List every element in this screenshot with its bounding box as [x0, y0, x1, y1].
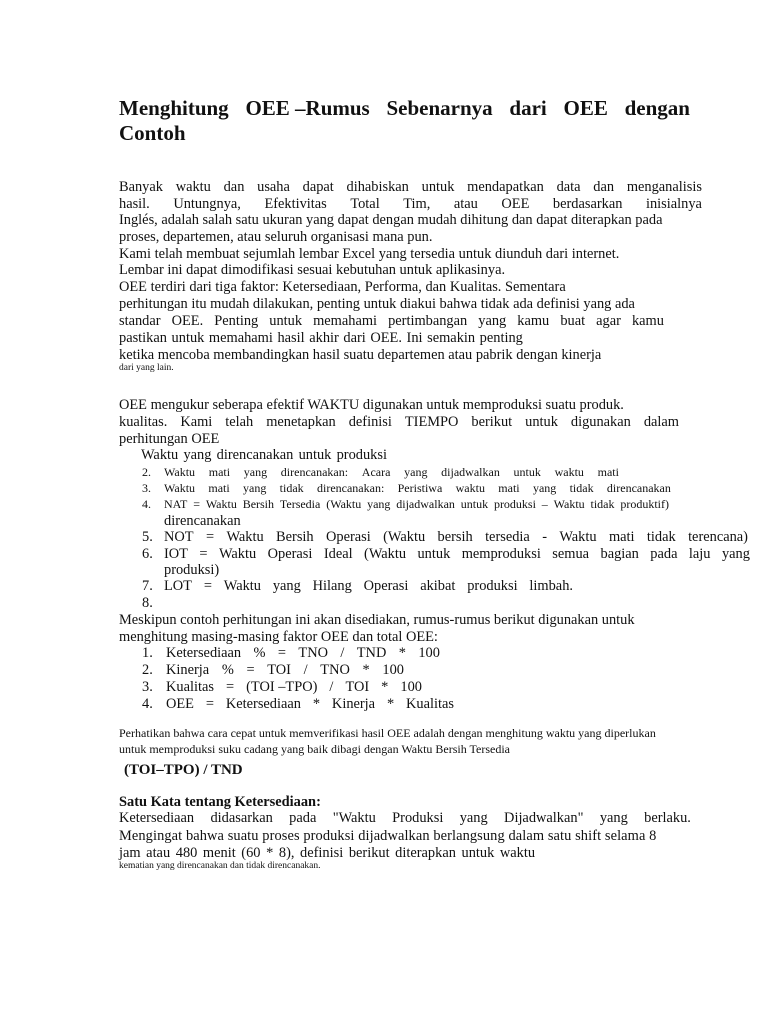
- intro-line-word: waktu: [175, 179, 211, 195]
- measure-line-word: untuk: [525, 414, 558, 430]
- formula: [166, 696, 454, 712]
- formula-word: %: [253, 645, 266, 661]
- intro-line-word: OEE.: [171, 313, 204, 329]
- definition-item-word: (Waktu: [383, 529, 426, 545]
- definition-item-word: Ideal: [323, 546, 353, 562]
- formula-word: Kinerja: [166, 662, 210, 678]
- availability-word: "Waktu: [332, 810, 376, 826]
- formula-word: Kualitas: [406, 696, 454, 712]
- measure-line-word: berikut: [471, 414, 513, 430]
- title-line-1: [119, 96, 690, 121]
- definition-continuation: produksi): [164, 562, 220, 578]
- intro-line: Kami telah membuat sejumlah lembar Excel yang tersedia untuk diunduh dari internet.: [119, 246, 620, 262]
- intro-line: Lembar ini dapat dimodifikasi sesuai kebutuhan untuk aplikasinya.: [119, 262, 506, 278]
- formula-word: (TOI –TPO): [246, 679, 318, 695]
- intro-line-word: dan: [593, 179, 615, 195]
- title-line-2: Contoh: [119, 121, 186, 145]
- definition-number: 7.: [142, 578, 153, 594]
- intro-line: proses, departemen, atau seluruh organisasi mana pun.: [119, 229, 433, 245]
- definition-item-word: direncanakan:: [280, 465, 349, 479]
- definition-item-word: -: [542, 529, 547, 545]
- intro-line-word: Efektivitas: [264, 196, 327, 212]
- formula-word: =: [205, 696, 214, 712]
- definition-continuation: direncanakan: [164, 513, 241, 529]
- definition-item-word: untuk: [513, 465, 541, 479]
- definition-item-word: tidak: [590, 497, 615, 511]
- definition-first-word: produksi: [336, 447, 387, 463]
- definition-number: 4.: [142, 497, 151, 511]
- definition-item-word: yang: [272, 578, 301, 594]
- availability-line-1: [119, 810, 691, 826]
- formula-word: TNO: [298, 645, 328, 661]
- intro-line-word: berdasarkan: [552, 196, 623, 212]
- definition-item-word: =: [193, 497, 200, 511]
- formula: [166, 645, 440, 661]
- intro-line-word: inisialnya: [645, 196, 702, 212]
- definition-item-word: direncanakan: [606, 481, 671, 495]
- formula-word: OEE: [166, 696, 194, 712]
- note-line: untuk memproduksi suku cadang yang baik dibagi dengan Waktu Bersih Tersedia: [119, 742, 511, 756]
- definition-item-word: terencana): [688, 529, 748, 545]
- definition-item-word: (Waktu: [364, 546, 407, 562]
- title-word: Menghitung: [119, 96, 229, 120]
- definition-item-word: mati: [498, 481, 520, 495]
- definition-item-word: –: [541, 497, 548, 511]
- definition-item-word: Hilang: [312, 578, 352, 594]
- formula-word: /: [303, 662, 308, 678]
- measure-line: [119, 414, 679, 430]
- measure-line-word: TIEMPO: [404, 414, 459, 430]
- formula-word: TND: [356, 645, 387, 661]
- intro-line-word: memahami: [313, 313, 378, 329]
- definition-item-word: yang: [721, 546, 750, 562]
- intro-line-word: standar: [119, 313, 161, 329]
- intro-line-word: untuk: [421, 179, 455, 195]
- measure-line-word: Kami: [180, 414, 213, 430]
- intro-line-word: dihabiskan: [346, 179, 409, 195]
- definition-item-word: untuk: [460, 497, 489, 511]
- definition-item-word: Peristiwa: [397, 481, 443, 495]
- definition-item-word: Bersih: [276, 529, 314, 545]
- intro-line: pastikan untuk memahami hasil akhir dari OEE. Ini semakin penting: [119, 330, 523, 346]
- formula-word: TOI: [267, 662, 291, 678]
- formula-word: =: [246, 662, 255, 678]
- formula-word: /: [340, 645, 345, 661]
- definition-item-word: tidak: [569, 481, 594, 495]
- intro-line-word: pertimbangan: [388, 313, 468, 329]
- measure-line-word: kualitas.: [119, 414, 168, 430]
- intro-line-word: Untungnya,: [173, 196, 241, 212]
- definition-first-word: direncanakan: [216, 447, 294, 463]
- definition-item-word: yang: [404, 465, 428, 479]
- title-word: OEE –Rumus: [245, 96, 370, 120]
- intro-line-word: OEE: [501, 196, 530, 212]
- title-word: dengan: [624, 96, 690, 120]
- definition-item-word: Waktu: [226, 529, 264, 545]
- formula-word: *: [398, 645, 406, 661]
- intro-line-word: kamu: [631, 313, 664, 329]
- definition-item-word: tersedia: [485, 529, 530, 545]
- definition-number: 8.: [142, 595, 153, 611]
- formulas-intro-line: menghitung masing-masing faktor OEE dan total OEE:: [119, 629, 438, 645]
- definition-item-word: waktu: [554, 465, 584, 479]
- availability-word: Produksi: [392, 810, 444, 826]
- formula-word: *: [386, 696, 395, 712]
- measure-line: OEE mengukur seberapa efektif WAKTU digunakan untuk memproduksi suatu produk.: [119, 397, 624, 413]
- definition-first: [141, 447, 387, 463]
- definition-item-word: NOT: [164, 529, 194, 545]
- definition-item-word: Operasi: [363, 578, 409, 594]
- intro-line-word: Banyak: [119, 179, 163, 195]
- measure-line-word: definisi: [348, 414, 392, 430]
- formula-word: /: [329, 679, 334, 695]
- measure-line-word: digunakan: [570, 414, 631, 430]
- formula-word: Kinerja: [331, 696, 376, 712]
- formula-word: Kualitas: [166, 679, 214, 695]
- formula-word: Ketersediaan: [166, 645, 242, 661]
- intro-line-word: Tim,: [403, 196, 431, 212]
- measure-line: perhitungan OEE: [119, 431, 220, 447]
- definition-item-word: yang: [367, 497, 391, 511]
- formula-word: Ketersediaan: [225, 696, 301, 712]
- formula-word: 100: [400, 679, 422, 695]
- note-formula: (TOI–TPO) / TND: [124, 762, 243, 778]
- formula-word: 100: [418, 645, 440, 661]
- definition-item-word: bagian: [600, 546, 639, 562]
- definition-item-word: laju: [688, 546, 711, 562]
- intro-line-word: hasil.: [119, 196, 150, 212]
- formula-word: TOI: [345, 679, 370, 695]
- definition-item-word: direncanakan:: [317, 481, 385, 495]
- definition-item-word: Waktu: [218, 546, 257, 562]
- definition-item: [164, 465, 619, 480]
- definition-item-word: tidak: [646, 529, 676, 545]
- note-line: Perhatikan bahwa cara cepat untuk memverifikasi hasil OEE adalah dengan menghitung waktu yang diperlukan: [119, 726, 656, 740]
- intro-line: OEE terdiri dari tiga faktor: Ketersediaan, Performa, dan Kualitas. Sementara: [119, 279, 566, 295]
- formula-word: *: [312, 696, 321, 712]
- intro-line-word: atau: [453, 196, 478, 212]
- definition-item-word: mati: [597, 465, 619, 479]
- formula-word: TNO: [320, 662, 350, 678]
- formula-word: 100: [382, 662, 404, 678]
- formulas-intro-line: Meskipun contoh perhitungan ini akan disediakan, rumus-rumus berikut digunakan untuk: [119, 612, 635, 628]
- definition-item-word: Bersih: [242, 497, 275, 511]
- definition-item-word: dijadwalkan: [396, 497, 455, 511]
- definition-first-word: yang: [183, 447, 212, 463]
- definition-first-word: Waktu: [141, 447, 179, 463]
- definition-item-word: dijadwalkan: [441, 465, 500, 479]
- title-word: OEE: [563, 96, 608, 120]
- formula-number: 3.: [142, 679, 153, 695]
- intro-line: [119, 196, 702, 212]
- formula: [166, 679, 422, 695]
- availability-heading: Satu Kata tentang Ketersediaan:: [119, 794, 321, 810]
- intro-line-word: data: [556, 179, 581, 195]
- formula-word: *: [381, 679, 389, 695]
- definition-item-word: mati: [208, 481, 230, 495]
- intro-line: [119, 313, 664, 329]
- definition-number: 3.: [142, 481, 151, 495]
- definition-item-word: Waktu: [559, 529, 597, 545]
- definition-item-word: waktu: [455, 481, 485, 495]
- intro-line-word: Penting: [214, 313, 259, 329]
- formula-word: =: [225, 679, 235, 695]
- definition-item-word: semua: [552, 546, 590, 562]
- intro-line: [119, 179, 702, 195]
- definition-item-word: Acara: [361, 465, 391, 479]
- intro-line-word: usaha: [257, 179, 290, 195]
- definition-item-word: akibat: [420, 578, 456, 594]
- definition-item-word: IOT: [164, 546, 188, 562]
- availability-word: pada: [289, 810, 317, 826]
- definition-item-word: (Waktu: [326, 497, 362, 511]
- measure-line-word: dalam: [643, 414, 679, 430]
- formula-number: 1.: [142, 645, 153, 661]
- intro-line: Inglés, adalah salah satu ukuran yang dapat dengan mudah dihitung dan dapat diterapkan pada: [119, 212, 663, 228]
- definition-item-word: yang: [243, 465, 268, 479]
- definition-item-word: Waktu: [205, 497, 237, 511]
- formula: [166, 662, 404, 678]
- intro-line-word: Total: [350, 196, 380, 212]
- availability-word: Dijadwalkan": [504, 810, 584, 826]
- formula-word: =: [277, 645, 287, 661]
- intro-line-word: agar: [596, 313, 621, 329]
- definition-item-word: memproduksi: [461, 546, 541, 562]
- definition-item: [164, 546, 750, 562]
- intro-line-word: dan: [223, 179, 245, 195]
- definition-item-word: Operasi: [267, 546, 313, 562]
- definition-number: 2.: [142, 465, 151, 479]
- intro-line-word: buat: [560, 313, 586, 329]
- definition-item-word: produksi: [493, 497, 536, 511]
- intro-line-word: kamu: [517, 313, 550, 329]
- formula-word: *: [362, 662, 370, 678]
- availability-word: berlaku.: [644, 810, 691, 826]
- definition-item: [164, 481, 671, 496]
- definition-item-word: Waktu: [223, 578, 261, 594]
- definition-item-word: Waktu: [164, 481, 196, 495]
- definition-item-word: produktif): [620, 497, 669, 511]
- formula-word: %: [221, 662, 234, 678]
- formula-number: 2.: [142, 662, 153, 678]
- definition-item: [164, 578, 573, 594]
- intro-line: ketika mencoba membandingkan hasil suatu departemen atau pabrik dengan kinerja: [119, 347, 602, 363]
- formula-number: 4.: [142, 696, 153, 712]
- availability-word: didasarkan: [210, 810, 273, 826]
- definition-number: 5.: [142, 529, 153, 545]
- definition-item-word: Operasi: [326, 529, 371, 545]
- definition-item-word: Tersedia: [279, 497, 321, 511]
- definition-first-word: untuk: [298, 447, 332, 463]
- definition-item-word: pada: [650, 546, 678, 562]
- definition-item-word: NAT: [164, 497, 188, 511]
- definition-item-word: mati: [208, 465, 231, 479]
- definition-item-word: tidak: [279, 481, 304, 495]
- title-word: dari: [509, 96, 547, 120]
- definition-item-word: =: [199, 546, 208, 562]
- intro-line-word: yang: [478, 313, 507, 329]
- intro-line: dari yang lain.: [119, 363, 174, 373]
- definition-item-word: =: [205, 529, 215, 545]
- availability-line-2: Mengingat bahwa suatu proses produksi dijadwalkan berlangsung dalam satu shift selama 8: [119, 828, 657, 844]
- title-word: Sebenarnya: [386, 96, 493, 120]
- definition-item-word: untuk: [417, 546, 451, 562]
- definition-item-word: produksi: [467, 578, 518, 594]
- intro-line-word: dapat: [302, 179, 334, 195]
- availability-line-4: kematian yang direncanakan dan tidak direncanakan.: [119, 861, 321, 871]
- intro-line-word: menganalisis: [626, 179, 702, 195]
- intro-line-word: mendapatkan: [467, 179, 544, 195]
- definition-item-word: yang: [243, 481, 267, 495]
- availability-line-3: jam atau 480 menit (60 * 8), definisi berikut diterapkan untuk waktu: [119, 845, 536, 861]
- measure-line-word: menetapkan: [266, 414, 336, 430]
- definition-item-word: limbah.: [529, 578, 573, 594]
- definition-item-word: =: [203, 578, 212, 594]
- definition-item: [164, 529, 748, 545]
- intro-line-word: untuk: [269, 313, 303, 329]
- definition-item-word: yang: [532, 481, 557, 495]
- definition-item-word: Waktu: [553, 497, 585, 511]
- definition-item: [164, 497, 669, 512]
- availability-word: Ketersediaan: [119, 810, 195, 826]
- definition-item-word: bersih: [437, 529, 473, 545]
- availability-word: yang: [459, 810, 488, 826]
- measure-line-word: telah: [225, 414, 254, 430]
- intro-line: perhitungan itu mudah dilakukan, penting untuk diakui bahwa tidak ada definisi yang ada: [119, 296, 635, 312]
- availability-word: yang: [599, 810, 628, 826]
- definition-item-word: mati: [608, 529, 635, 545]
- definition-item-word: LOT: [164, 578, 192, 594]
- definition-number: 6.: [142, 546, 153, 562]
- definition-item-word: Waktu: [164, 465, 196, 479]
